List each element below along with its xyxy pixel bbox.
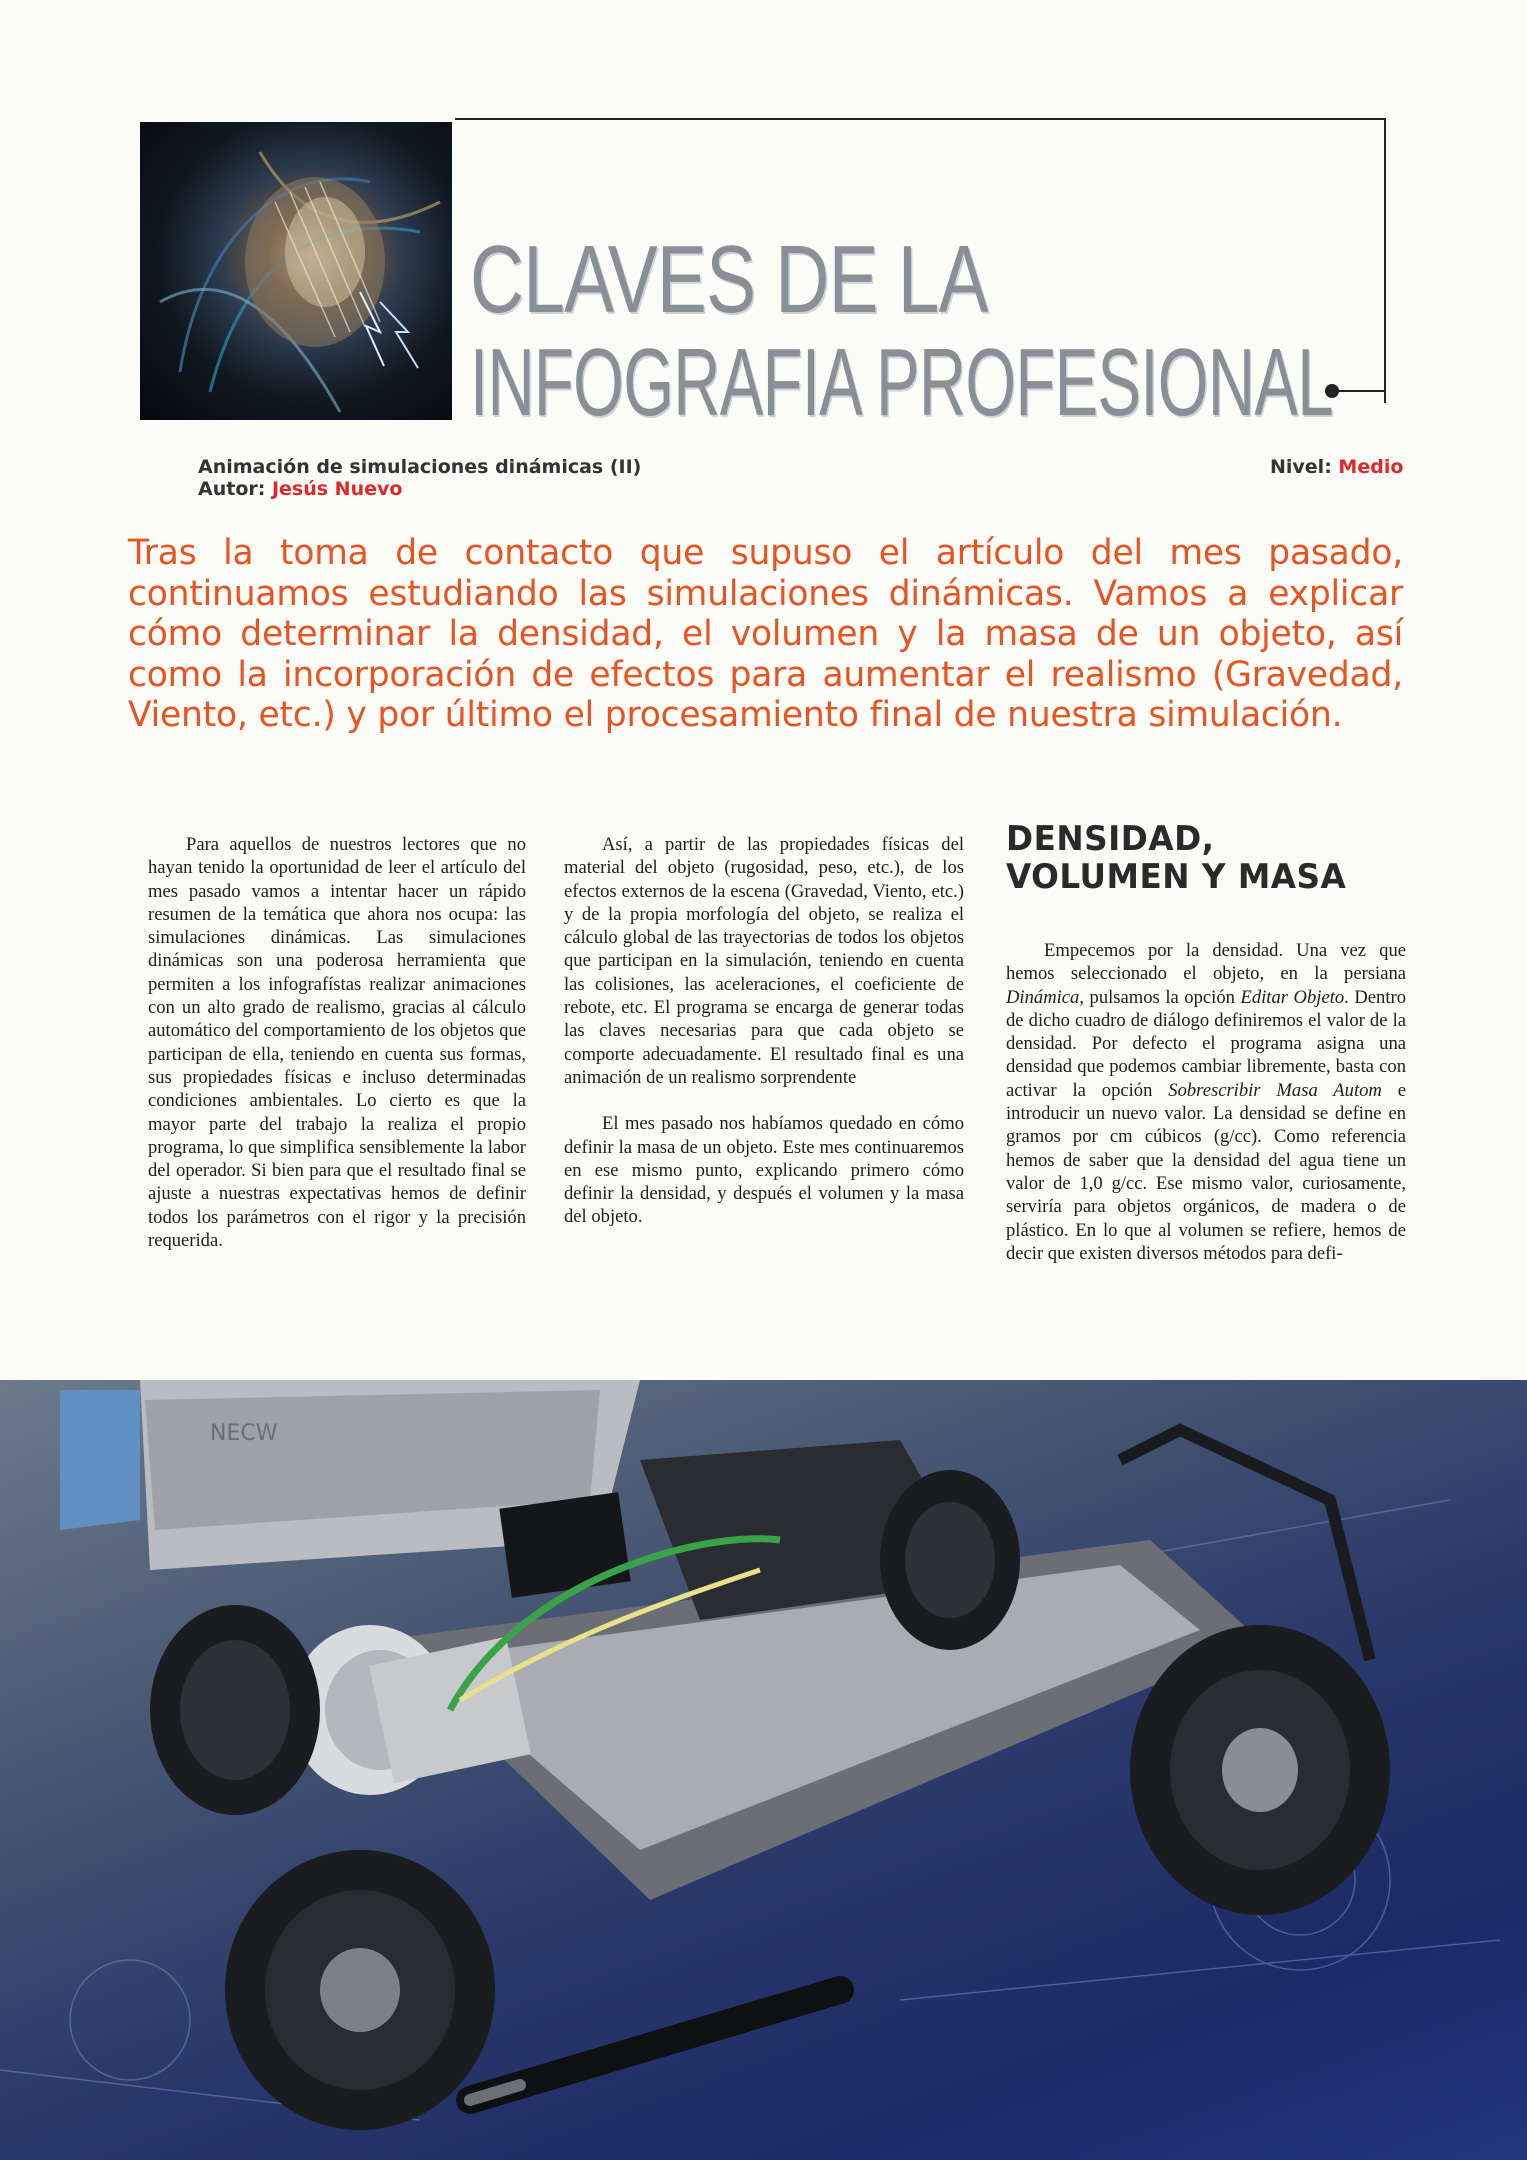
article-subtitle: Animación de simulaciones dinámicas (II) <box>198 456 642 478</box>
author-label: Autor: <box>198 478 266 500</box>
body-column-3 <box>1006 939 1406 1265</box>
header-frame-tick <box>1338 390 1384 392</box>
abstract-render-image <box>140 122 452 420</box>
column-2-paragraph-1: Así, a partir de las propiedades físicas del material del objeto (rugosidad, peso, etc.), de los efectos externos de la escena (Gravedad, Viento, etc.) y de la propia morfología del objeto, se realiza el cálculo global de las trayectorias de todos los objetos que participan en la simulación, teniendo en cuenta las colisiones, las aceleraciones, el coeficiente de rebote, etc. El programa se encarga de generar todas las claves necesarias para que cada objeto se comporte adecuadamente. El resultado final es una animación de un realismo sorprendente <box>564 834 964 1088</box>
article-author <box>198 478 402 500</box>
body-column-1 <box>148 833 526 1252</box>
page-title-line-1: CLAVES DE LA <box>470 226 988 333</box>
rc-car-photo <box>0 1380 1527 2160</box>
wheel-rear-right <box>880 1470 1020 1650</box>
column-2-paragraph-2: El mes pasado nos habíamos quedado en cómo definir la masa de un objeto. Este mes continuaremos en ese mismo punto, explicando primero cómo definir la densidad, y después el volumen y la masa del objeto. <box>564 1113 964 1228</box>
header-frame-top-line <box>455 118 1385 120</box>
column-3-emphasis-2: Editar Objeto <box>1240 986 1345 1008</box>
section-heading: DENSIDAD, VOLUMEN Y MASA <box>1006 819 1347 897</box>
column-3-emphasis-3: Sobrescribir Masa Autom <box>1168 1079 1382 1101</box>
wheel-rear-left <box>150 1605 320 1815</box>
level-value: Medio <box>1338 456 1404 478</box>
monitor-label: NECW <box>210 1421 278 1446</box>
column-3-emphasis-1: Dinámica <box>1006 986 1080 1008</box>
page-title-line-2: INFOGRAFIA PROFESIONAL <box>470 329 1333 436</box>
lead-paragraph: Tras la toma de contacto que supuso el artículo del mes pasado, continuamos estudiando las simulaciones dinámicas. Vamos a explicar cómo determinar la densidad, el volumen y la masa de un objeto, así como la incorporación de efectos para aumentar el realismo (Gravedad, Viento, etc.) y por último el procesamiento final de nuestra simulación. <box>128 533 1403 735</box>
article-level <box>1270 456 1403 478</box>
column-3-text-b: , pulsamos la opción <box>1079 986 1241 1008</box>
level-label: Nivel: <box>1270 456 1332 478</box>
column-3-text-d: e introducir un nuevo valor. La densidad se define en gramos por cm cúbicos (g/cc). Como referencia hemos de saber que la densidad del agua tiene un valor de 1,0 g/cc. Ese mismo valor, curiosamente, serviría para objetos orgánicos, de madera o de plástico. En lo que al volumen se refiere, hemos de decir que existen diversos métodos para defi- <box>1006 1079 1406 1264</box>
column-3-text-a: Empecemos por la densidad. Una vez que hemos seleccionado el objeto, en la persiana <box>1006 940 1406 985</box>
column-3-text-c: . Dentro de dicho cuadro de diálogo definiremos el valor de la densidad. Por defecto el programa asigna una densidad que podemos cambiar libremente, basta con activar la opción <box>1006 986 1407 1101</box>
body-column-2 <box>564 833 964 1229</box>
column-1-paragraph: Para aquellos de nuestros lectores que no hayan tenido la oportunidad de leer el artículo del mes pasado vamos a intentar hacer un rápido resumen de la temática que ahora nos ocupa: las simulaciones dinámicas. Las simulaciones dinámicas son una poderosa herramienta que permiten a los infografístas realizar animaciones con un alto grado de realismo, gracias al cálculo automático del comportamiento de los objetos que participan de ella, teniendo en cuenta sus formas, sus propiedades físicas e incluso determinadas condiciones ambientales. Lo cierto es que la mayor parte del trabajo la realiza el propio programa, lo que simplifica sensiblemente la labor del operador. Si bien para que el resultado final se ajuste a nuestras expectativas hemos de definir todos los parámetros con el rigor y la precisión requerida. <box>148 834 526 1252</box>
author-name: Jesús Nuevo <box>271 478 403 500</box>
header-frame-right-line <box>1384 118 1386 403</box>
column-3-paragraph <box>1006 939 1406 1265</box>
wheel-front-left <box>225 1850 495 2130</box>
wheel-front-right <box>1130 1625 1390 1915</box>
